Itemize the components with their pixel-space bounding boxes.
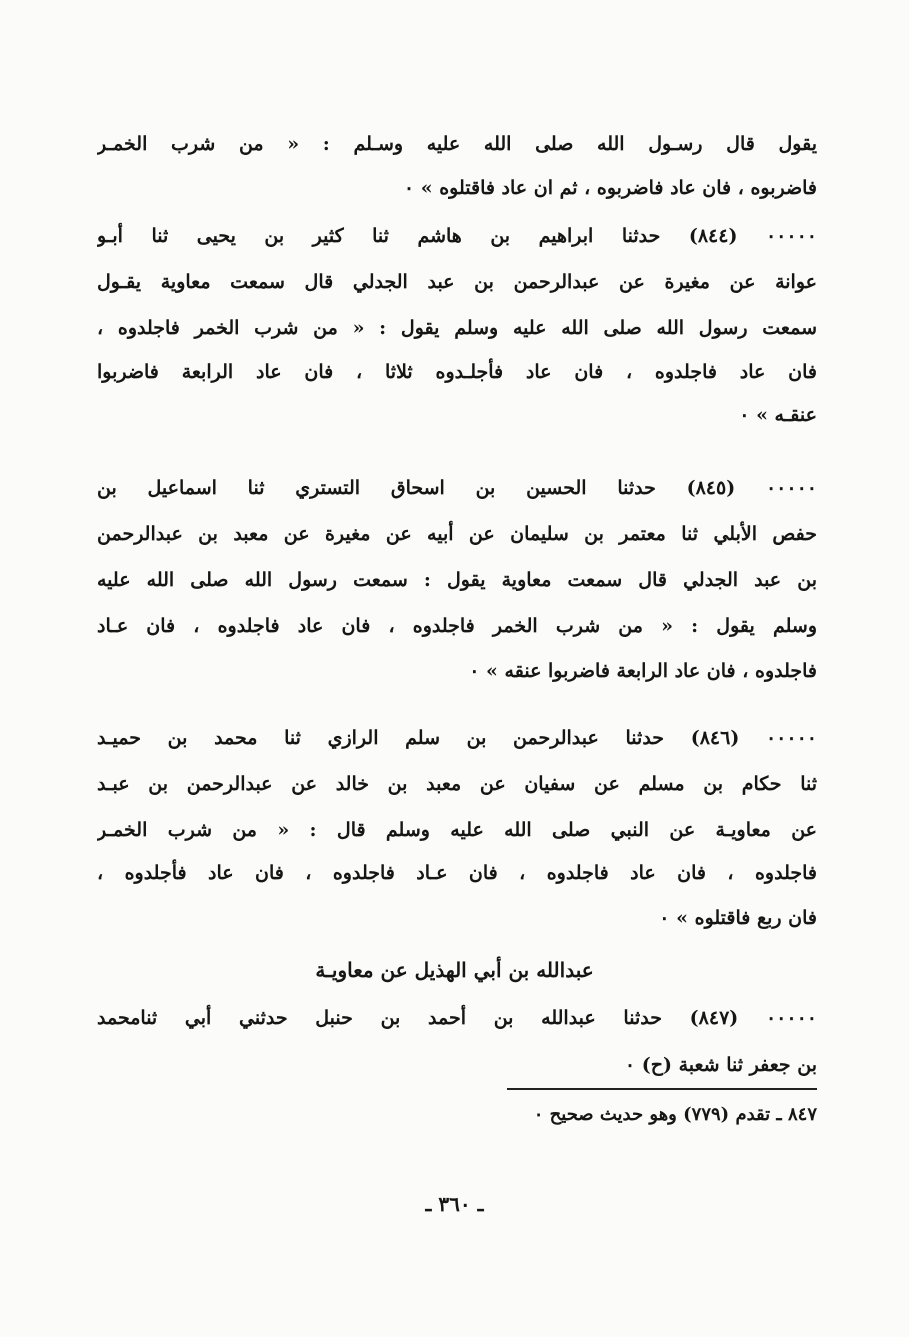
- footnote: ٨٤٧ ـ تقدم (٧٧٩) وهو حديث صحيح ٠: [533, 1104, 817, 1125]
- text-line: فاجلدوه ، فان عاد الرابعة فاضربوا عنقه » ٠: [469, 660, 817, 682]
- text-line: فان عاد فاجلدوه ، فان عاد فأجلـدوه ثلاثا ، فان عاد الرابعة فاضربوا: [97, 361, 817, 383]
- text-line: فاجلدوه ، فان عاد فاجلدوه ، فان عـاد فاجلدوه ، فان عاد فأجلدوه ،: [97, 862, 817, 884]
- text-line: سمعت رسول الله صلى الله عليه وسلم يقول : « من شرب الخمر فاجلدوه ،: [97, 317, 817, 339]
- text-line: بن عبد الجدلي قال سمعت معاوية يقول : سمعت رسول الله صلى الله عليه: [97, 569, 817, 591]
- text-line: ثنا حكام بن مسلم عن سفيان عن معبد بن خالد عن عبدالرحمن بن عبـد: [97, 773, 817, 795]
- text-line: وسلم يقول : « من شرب الخمر فاجلدوه ، فان عاد فاجلدوه ، فان عـاد: [97, 615, 817, 637]
- hadith-844-line: ٠٠٠٠٠ (٨٤٤) حدثنا ابراهيم بن هاشم ثنا كثير بن يحيى ثنا أبـو: [97, 225, 817, 247]
- section-heading: عبدالله بن أبي الهذيل عن معاويـة: [315, 958, 594, 982]
- page-number: ـ ٣٦٠ ـ: [425, 1192, 484, 1216]
- text-line: عن معاويـة عن النبي صلى الله عليه وسلم قال : « من شرب الخمـر: [97, 819, 817, 841]
- hadith-846-line: ٠٠٠٠٠ (٨٤٦) حدثنا عبدالرحمن بن سلم الرازي ثنا محمد بن حميـد: [97, 727, 817, 749]
- text-line: حفص الأبلي ثنا معتمر بن سليمان عن أبيه عن مغيرة عن معبد بن عبدالرحمن: [97, 523, 817, 545]
- text-line: بن جعفر ثنا شعبة (ح) ٠: [624, 1054, 817, 1076]
- footnote-rule: [507, 1088, 817, 1090]
- text-line: عوانة عن مغيرة عن عبدالرحمن بن عبد الجدلي قال سمعت معاوية يقـول: [97, 271, 817, 293]
- text-line: فاضربوه ، فان عاد فاضربوه ، ثم ان عاد فاقتلوه » ٠: [403, 177, 817, 199]
- text-line: يقول قال رسـول الله صلى الله عليه وسـلم : « من شرب الخمـر: [97, 133, 817, 155]
- hadith-845-line: ٠٠٠٠٠ (٨٤٥) حدثنا الحسين بن اسحاق التستري ثنا اسماعيل بن: [97, 477, 817, 499]
- text-line: عنقـه » ٠: [739, 404, 817, 426]
- hadith-847-line: ٠٠٠٠٠ (٨٤٧) حدثنا عبدالله بن أحمد بن حنبل حدثني أبي ثنامحمد: [97, 1007, 817, 1029]
- text-line: فان ربع فاقتلوه » ٠: [659, 907, 817, 929]
